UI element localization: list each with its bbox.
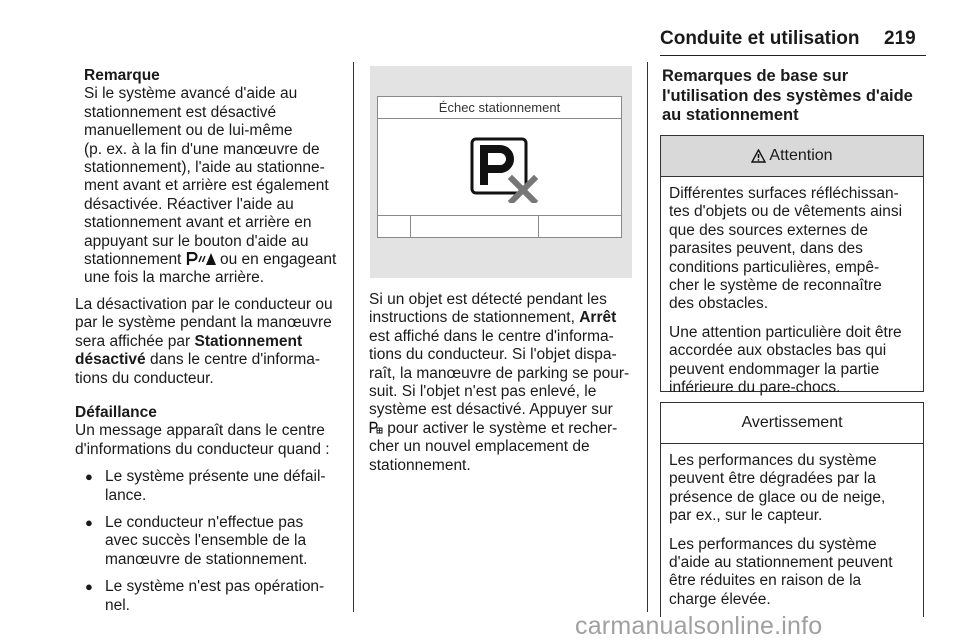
note-line: stationnement est désactivé [84,103,277,121]
warning-box-header [661,403,923,444]
heading-line: au stationnement [662,106,799,124]
paragraph-text: sera affichée par [75,332,195,350]
bullet-icon: ● [85,514,93,530]
paragraph-line: cher un nouvel emplacement de [369,438,590,456]
warning-box-title: Avertissement [741,414,843,431]
attention-box-header [661,136,923,177]
paragraph-text: pour activer le système et recher- [383,419,618,437]
paragraph-line: stationnement. [369,456,471,474]
heading-line: Remarques de base sur [662,67,849,85]
fault-heading: Défaillance [75,403,157,421]
attention-paragraph: Différentes surfaces réfléchissan- tes d'objets ou de vêtements ainsi que des sources externes de parasites peuvent, dans des conditions particulières, empê- cher le système de reconnaître des obstacles. [669,185,903,313]
note-line: Si le système avancé d'aide au [84,85,298,103]
note-line-prefix: stationnement [84,251,186,269]
note-line: (p. ex. à la fin d'une manœuvre de [84,140,320,158]
screen-bottom-bar [378,215,621,237]
status-message-text: Stationnement [194,332,303,350]
warning-paragraph: Les performances du système peuvent être dégradées par la présence de glace ou de neige, par ex., sur le capteur. [669,452,886,525]
parking-failed-icon [470,137,540,203]
note-label: Remarque [84,67,160,84]
note-line [84,251,345,269]
page-number: 219 [884,28,916,49]
note-line-suffix: ou en engageant [215,251,337,269]
note-line: manuellement ou de lui-même [84,122,293,140]
watermark: carmanualsonline.info [575,612,823,640]
paragraph-line [369,420,641,438]
attention-box-body [661,177,923,397]
status-message-text: désactivé [75,351,146,369]
parking-assist-button-icon [186,252,216,266]
paragraph-line: système est désactivé. Appuyer sur [369,401,613,419]
paragraph-line: Si un objet est détecté pendant les [369,291,607,308]
list-item-text: Le système présente une défail- lance. [105,468,326,504]
status-message-text: Arrêt [579,309,617,327]
right-heading [662,67,927,126]
paragraph-line: raît, la manœuvre de parking se pour- [369,364,630,382]
paragraph-line [75,333,345,351]
running-header-title: Conduite et utilisation [660,28,860,49]
note-line: stationnement avant et arrière en [84,214,312,232]
list-item-text: Le système n'est pas opération- nel. [105,578,325,614]
note-line: une fois la marche arrière. [84,269,265,287]
bullet-icon: ● [85,579,93,595]
note-line: ment avant et arrière est également [84,177,329,195]
middle-column [369,291,641,475]
attention-box [660,135,924,397]
driver-info-screen [377,96,622,238]
left-column [75,67,345,615]
paragraph-line: La désactivation par le conducteur ou [75,295,333,313]
screen-bottom-segment [538,216,539,237]
header-rule [660,55,926,56]
note-line: appuyant sur le bouton d'aide au [84,232,309,250]
attention-paragraph: Une attention particulière doit être accordée aux obstacles bas qui peuvent endommager la partie inférieure du pare-chocs. [669,323,902,397]
warning-box [660,402,924,617]
paragraph-line [75,351,345,369]
paragraph-line [369,309,641,327]
note-body [75,85,345,287]
warning-box-body [661,444,923,609]
paragraph-line: par le système pendant la manœuvre [75,314,332,332]
note-line: désactivée. Réactiver l'aide au [84,195,294,213]
attention-box-title: Attention [769,147,833,164]
screen-title: Échec stationnement [378,97,621,119]
paragraph-text: dans le centre d'informa- [145,351,321,369]
deactivation-paragraph [75,296,345,388]
display-figure [370,66,632,278]
list-item [75,468,345,505]
paragraph-line: d'informations du conducteur quand : [75,440,330,458]
paragraph-text: instructions de stationnement, [369,309,580,327]
paragraph-line: est affiché dans le centre d'informa- [369,327,614,345]
paragraph-line: Un message apparaît dans le centre [75,422,325,440]
note-line: stationnement), l'aide au stationne- [84,159,325,177]
paragraph-line: tions du conducteur. Si l'objet dispa- [369,346,617,364]
list-item [75,514,345,569]
list-item-text: Le conducteur n'effectue pas avec succès l'ensemble de la manœuvre de stationnement. [105,513,308,568]
screen-bottom-segment [410,216,411,237]
parking-button-icon [369,421,383,434]
column-divider-left [353,62,354,612]
column-divider-right [647,62,648,612]
bullet-icon: ● [85,469,93,485]
paragraph-line: suit. Si l'objet n'est pas enlevé, le [369,383,597,401]
warning-triangle-icon [751,149,766,163]
paragraph-line: tions du conducteur. [75,369,214,387]
warning-paragraph: Les performances du système d'aide au stationnement peuvent être réduites en raison de la charge élevée. [669,535,893,608]
list-item [75,578,345,615]
heading-line: l'utilisation des systèmes d'aide [662,86,913,105]
